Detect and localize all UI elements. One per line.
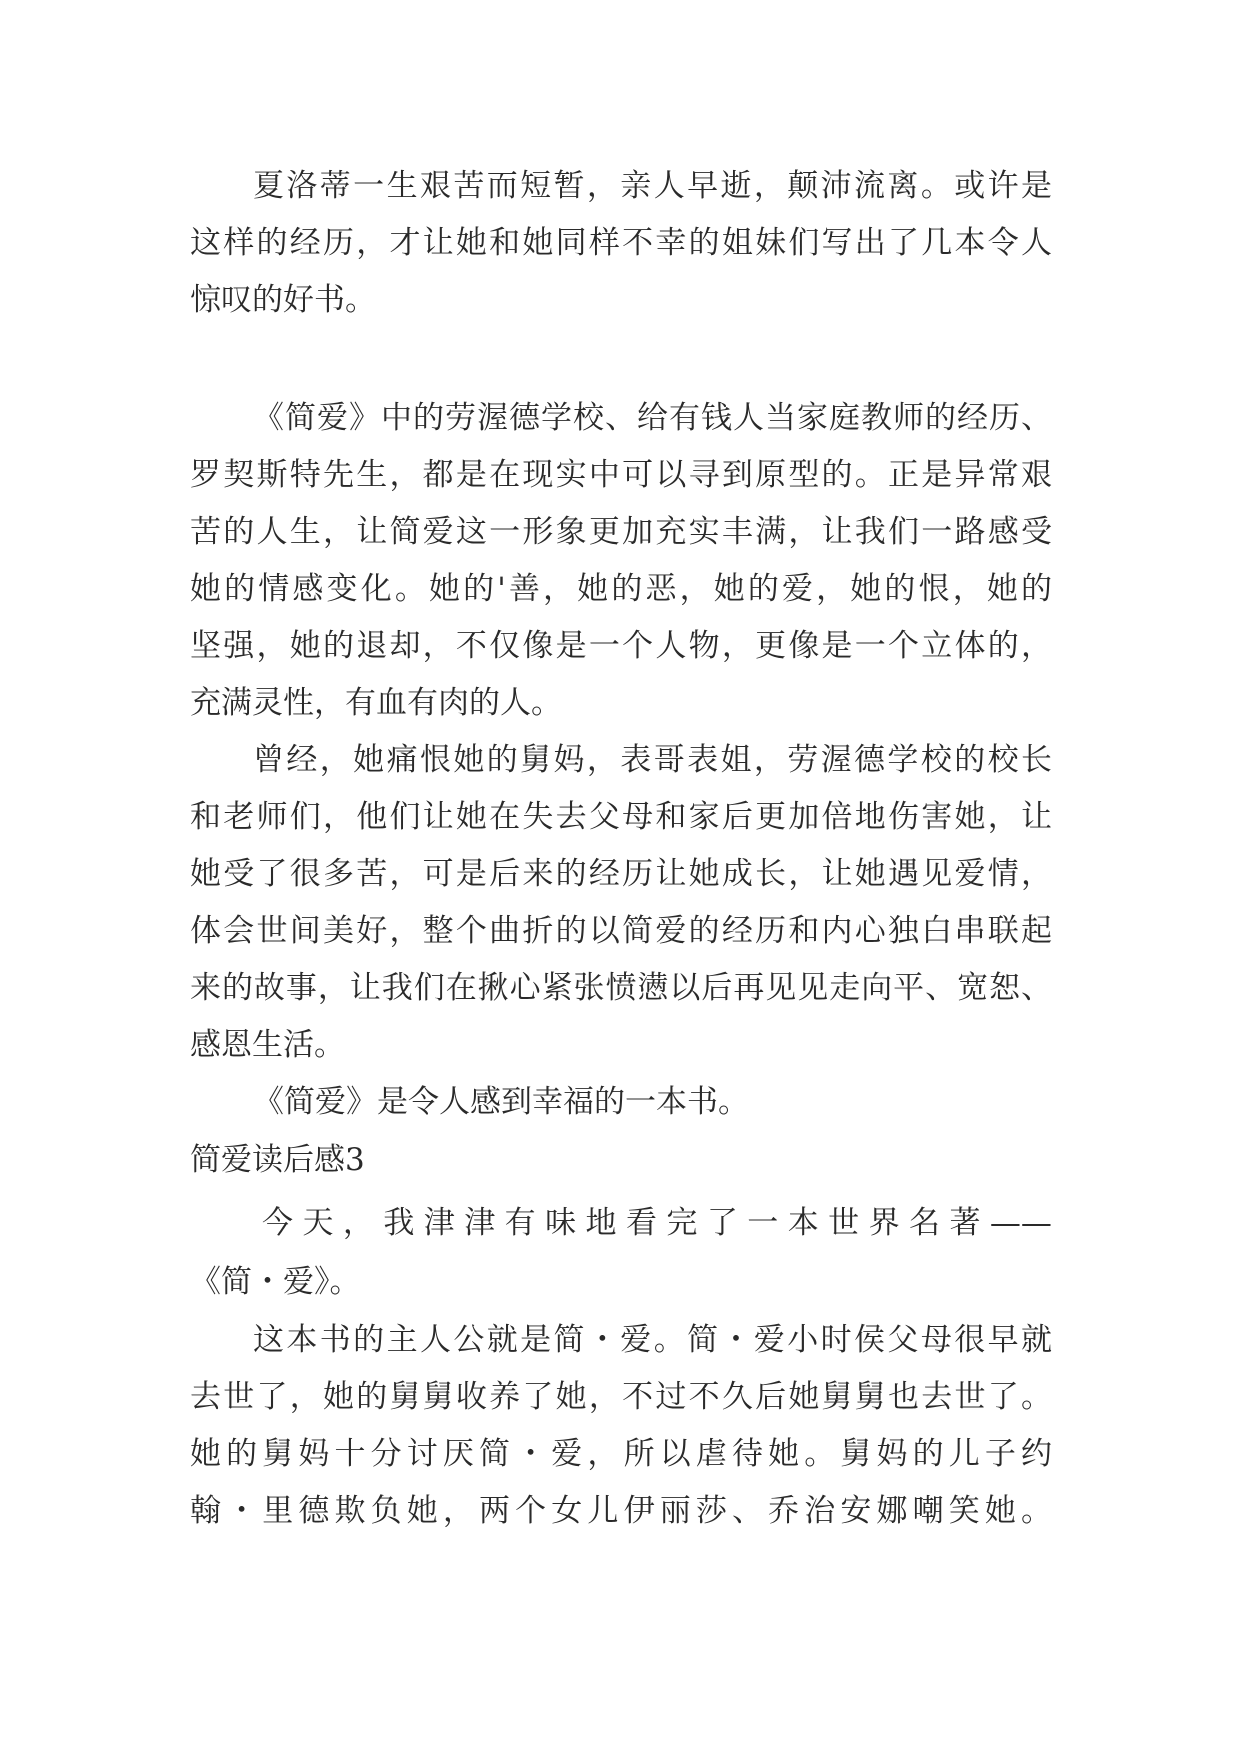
spread-char: 津 — [423, 1205, 455, 1241]
section-heading: 简爱读后感3 — [190, 1142, 365, 1178]
spread-char: 著 — [949, 1205, 981, 1241]
paragraph-line: 曾经，她痛恨她的舅妈，表哥表姐，劳渥德学校的校长 — [253, 742, 1052, 778]
paragraph-line: 和老师们，他们让她在失去父母和家后更加倍地伤害她，让 — [190, 799, 1052, 835]
paragraph-line: 罗契斯特先生，都是在现实中可以寻到原型的。正是异常艰 — [190, 457, 1052, 493]
paragraph-line: 她的情感变化。她的'善，她的恶，她的爱，她的恨，她的 — [190, 571, 1052, 607]
spread-char: 一 — [747, 1205, 779, 1241]
spread-char: 世 — [828, 1205, 860, 1241]
spread-char: 地 — [585, 1205, 617, 1241]
paragraph-line: 翰・里德欺负她，两个女儿伊丽莎、乔治安娜嘲笑她。 — [190, 1493, 1052, 1529]
spread-char: 味 — [545, 1205, 577, 1241]
spread-char: 天 — [302, 1205, 334, 1241]
spread-char: 完 — [666, 1205, 698, 1241]
spread-char: —— — [989, 1205, 1052, 1241]
spread-char: 名 — [909, 1205, 940, 1241]
paragraph-line: 她受了很多苦，可是后来的经历让她成长，让她遇见爱情， — [190, 856, 1052, 892]
paragraph-line: 夏洛蒂一生艰苦而短暂，亲人早逝，颠沛流离。或许是 — [253, 168, 1052, 204]
paragraph-line: 体会世间美好，整个曲折的以简爱的经历和内心独白串联起 — [190, 913, 1052, 949]
paragraph-line: 这本书的主人公就是简・爱。简・爱小时侯父母很早就 — [253, 1322, 1052, 1358]
spread-line — [262, 1203, 1052, 1243]
paragraph-line: 她的舅妈十分讨厌简・爱，所以虐待她。舅妈的儿子约 — [190, 1436, 1052, 1472]
spread-char: 有 — [504, 1205, 536, 1241]
paragraph-line: 坚强，她的退却，不仅像是一个人物，更像是一个立体的， — [190, 628, 1052, 664]
spread-char: 津 — [464, 1205, 496, 1241]
spread-char: 今 — [262, 1205, 293, 1241]
spread-char: 了 — [706, 1205, 738, 1241]
spread-char: 本 — [787, 1205, 819, 1241]
paragraph-line: 《简爱》中的劳渥德学校、给有钱人当家庭教师的经历、 — [253, 400, 1052, 436]
paragraph-line: 感恩生活。 — [190, 1027, 345, 1063]
spread-char: 看 — [625, 1205, 657, 1241]
paragraph-line: 苦的人生，让简爱这一形象更加充实丰满，让我们一路感受 — [190, 514, 1052, 550]
paragraph-line: 来的故事，让我们在揪心紧张愤懑以后再见见走向平、宽恕、 — [190, 970, 1052, 1006]
paragraph-line: 这样的经历，才让她和她同样不幸的姐妹们写出了几本令人 — [190, 225, 1052, 261]
paragraph-line: 《简爱》是令人感到幸福的一本书。 — [253, 1084, 749, 1120]
paragraph-line: 惊叹的好书。 — [190, 282, 376, 318]
paragraph-line: 《简・爱》。 — [190, 1264, 361, 1300]
paragraph-line: 充满灵性，有血有肉的人。 — [190, 685, 562, 721]
spread-char: 我 — [383, 1205, 415, 1241]
spread-char: 界 — [868, 1205, 900, 1241]
paragraph-line: 去世了，她的舅舅收养了她，不过不久后她舅舅也去世了。 — [190, 1379, 1052, 1415]
spread-char: ， — [342, 1205, 374, 1241]
